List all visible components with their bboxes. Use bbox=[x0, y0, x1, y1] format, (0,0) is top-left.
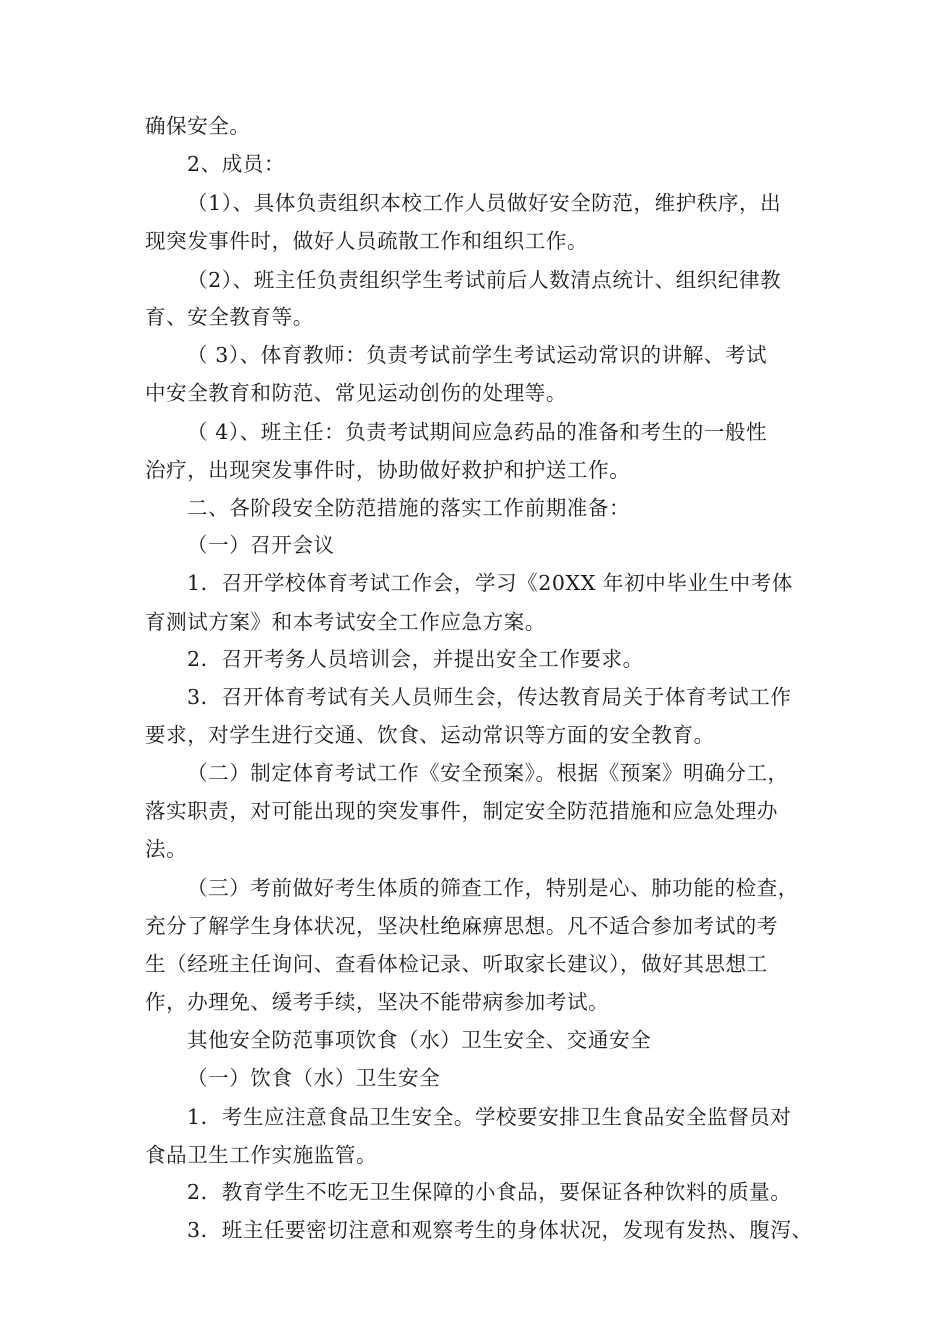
text-line: （一）饮食（水）卫生安全 bbox=[187, 1066, 441, 1090]
text-line: 确保安全。 bbox=[145, 114, 251, 138]
text-line: 2、成员： bbox=[187, 152, 286, 176]
text-line: 3．班主任要密切注意和观察考生的身体状况，发现有发热、腹泻、 bbox=[187, 1218, 813, 1242]
text-line: （2）、班主任负责组织学生考试前后人数清点统计、组织纪律教 bbox=[187, 268, 782, 292]
text-line: 要求，对学生进行交通、饮食、运动常识等方面的安全教育。 bbox=[145, 723, 715, 747]
text-line: （1）、具体负责组织本校工作人员做好安全防范，维护秩序，出 bbox=[187, 191, 782, 215]
text-line: 现突发事件时，做好人员疏散工作和组织工作。 bbox=[145, 229, 589, 253]
text-line: 2．教育学生不吃无卫生保障的小食品，要保证各种饮料的质量。 bbox=[187, 1180, 792, 1204]
text-line: （ 3）、体育教师：负责考试前学生考试运动常识的讲解、考试 bbox=[187, 343, 768, 367]
text-line: 作，办理免、缓考手续，坚决不能带病参加考试。 bbox=[145, 990, 610, 1014]
text-line: 落实职责，对可能出现的突发事件，制定安全防范措施和应急处理办 bbox=[145, 799, 778, 823]
text-line: 育测试方案》和本考试安全工作应急方案。 bbox=[145, 610, 546, 634]
text-line: （二）制定体育考试工作《安全预案》。根据《预案》明确分工， bbox=[187, 761, 789, 785]
text-line: 中安全教育和防范、常见运动创伤的处理等。 bbox=[145, 381, 567, 405]
text-line: 食品卫生工作实施监管。 bbox=[145, 1143, 378, 1167]
text-line: 3．召开体育考试有关人员师生会，传达教育局关于体育考试工作 bbox=[187, 685, 792, 709]
text-line: 生（经班主任询问、查看体检记录、听取家长建议），做好其思想工 bbox=[145, 952, 768, 976]
text-line: 育、安全教育等。 bbox=[145, 305, 314, 329]
text-line: 治疗，出现突发事件时，协助做好救护和护送工作。 bbox=[145, 458, 631, 482]
text-line: 法。 bbox=[145, 837, 188, 861]
text-line: 二、各阶段安全防范措施的落实工作前期准备： bbox=[187, 496, 631, 520]
text-line: 2．召开考务人员培训会，并提出安全工作要求。 bbox=[187, 647, 644, 671]
text-line: 充分了解学生身体状况，坚决杜绝麻痹思想。凡不适合参加考试的考 bbox=[145, 914, 778, 938]
text-line: （三）考前做好考生体质的筛查工作，特别是心、肺功能的检查， bbox=[187, 876, 799, 900]
text-line: 其他安全防范事项饮食（水）卫生安全、交通安全 bbox=[187, 1028, 652, 1052]
text-line: （ 4）、班主任：负责考试期间应急药品的准备和考生的一般性 bbox=[187, 420, 768, 444]
text-line: 1．召开学校体育考试工作会，学习《20XX 年初中毕业生中考体 bbox=[187, 571, 793, 595]
text-line: （一）召开会议 bbox=[187, 533, 335, 557]
text-line: 1．考生应注意食品卫生安全。学校要安排卫生食品安全监督员对 bbox=[187, 1105, 792, 1129]
